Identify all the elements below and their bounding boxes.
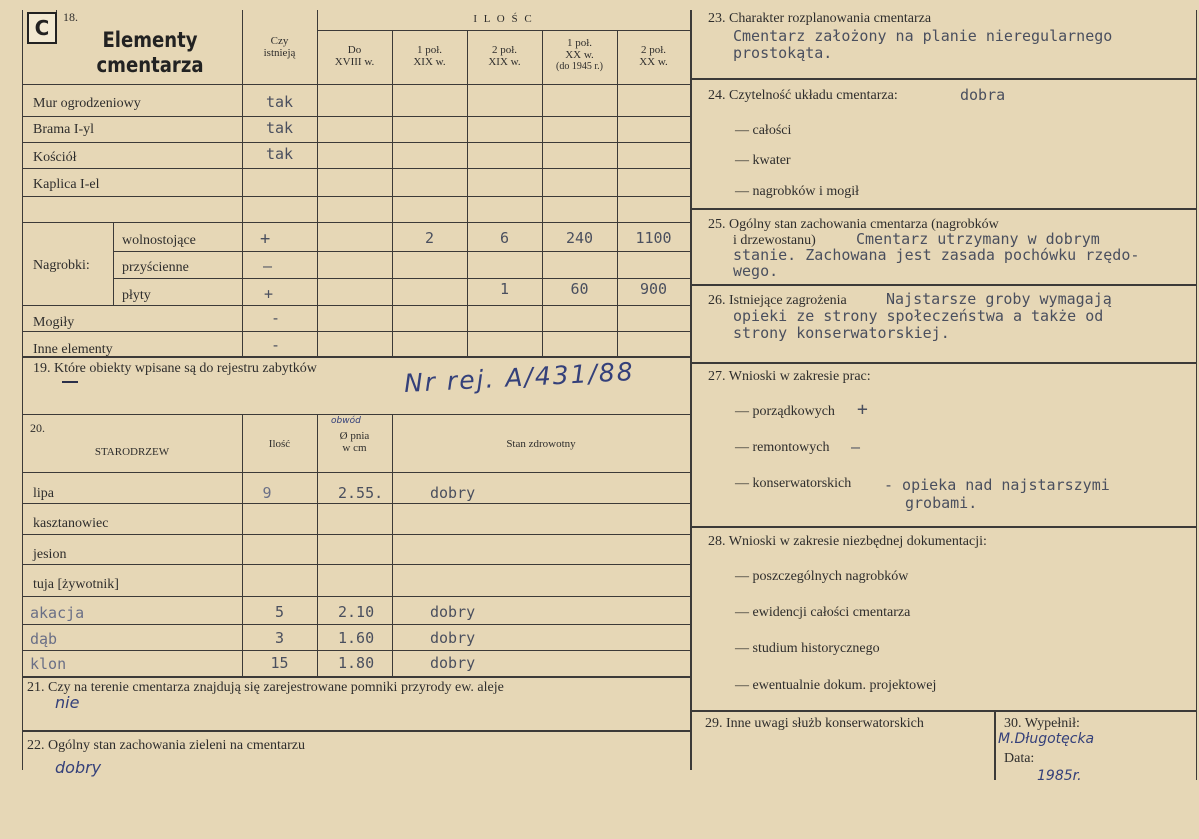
- q20-col-count: Ilość: [268, 438, 291, 450]
- q30-label: 30. Wypełnił:: [1004, 716, 1080, 731]
- grid-line: [392, 30, 393, 356]
- period-header-2: [392, 44, 467, 68]
- q26-answer-line3: strony konserwatorskiej.: [733, 324, 950, 342]
- grid-line: [690, 208, 1196, 210]
- grid-line: [22, 84, 690, 85]
- title-line-1: Elementy: [102, 28, 198, 52]
- wolno-p4: 240: [565, 229, 594, 247]
- period-text: 1 poł.: [566, 37, 593, 49]
- grid-line: [317, 30, 690, 31]
- q19-answer: Nr rej. A/431/88: [403, 356, 636, 398]
- tree-name: lipa: [33, 486, 54, 501]
- grid-line: [22, 503, 690, 504]
- q30-date-label: Data:: [1004, 751, 1035, 766]
- q27-konserwatorskich-answer2: grobami.: [905, 494, 978, 512]
- col-header-ilosc: I L O Ś C: [473, 13, 534, 25]
- q28-item-3: — studium historycznego: [735, 641, 880, 656]
- row-label-mur: Mur ogrodzeniowy: [33, 96, 141, 111]
- period-text: XIX w.: [413, 56, 446, 68]
- period-header-3: [467, 44, 542, 68]
- tree-name: klon: [30, 655, 67, 673]
- row-label-brama: Brama I-yl: [33, 122, 95, 137]
- row-label-przysc: przyścienne: [122, 260, 189, 275]
- q27-remontowych-mark: —: [851, 438, 861, 456]
- grid-line: [22, 196, 690, 197]
- q21-label: 21. Czy na terenie cmentarza znajdują się zarejestrowane pomniki przyrody ew. aleje: [27, 680, 504, 695]
- exists-mur: tak: [266, 93, 294, 111]
- row-label-inne: Inne elementy: [33, 342, 113, 357]
- grid-line: [22, 650, 690, 651]
- grid-line: [467, 30, 468, 356]
- period-text: 1 poł.: [416, 44, 443, 56]
- wolno-p3: 6: [499, 229, 510, 247]
- grid-line: [22, 730, 690, 732]
- tree-state: dobry: [430, 484, 476, 502]
- grid-line: [22, 676, 690, 678]
- grid-line: [22, 142, 690, 143]
- tree-name: akacja: [30, 604, 85, 622]
- plyty-p4: 60: [570, 280, 589, 298]
- section-letter: C: [34, 16, 50, 40]
- q24-item-kwater: — kwater: [735, 153, 791, 168]
- tree-state: dobry: [430, 629, 476, 647]
- grid-line: [22, 305, 690, 306]
- q20-col-girth: [317, 430, 392, 454]
- col-header-exists: [242, 35, 317, 59]
- q30-name: M.Długotęcka: [998, 731, 1095, 747]
- q28-item-2: — ewidencji całości cmentarza: [735, 605, 911, 620]
- q25-label-line2: i drzewostanu): [733, 233, 816, 248]
- plyty-p5: 900: [639, 280, 668, 298]
- grid-line: [22, 534, 690, 535]
- grid-line: [690, 526, 1196, 528]
- grid-line: [22, 356, 690, 358]
- wolno-p5: 1100: [635, 229, 672, 247]
- tree-name: jesion: [33, 547, 67, 562]
- tree-count: 5: [274, 603, 285, 621]
- exists-przysc: –: [263, 257, 273, 275]
- q20-col-girth-l1: Ø pnia: [339, 430, 370, 442]
- center-divider: [690, 10, 692, 770]
- grid-line: [994, 710, 996, 780]
- q24-label: 24. Czytelność układu cmentarza:: [708, 88, 898, 103]
- plyty-p3: 1: [499, 280, 510, 298]
- q27-konserwatorskich: — konserwatorskich: [735, 476, 852, 491]
- period-text: (do 1945 r.): [556, 61, 603, 72]
- grid-line: [22, 596, 690, 597]
- q27-porzadkowych: — porządkowych: [735, 404, 835, 419]
- q28-item-4: — ewentualnie dokum. projektowej: [735, 678, 937, 693]
- period-text: XIX w.: [488, 56, 521, 68]
- tree-name: dąb: [30, 630, 58, 648]
- q28-label: 28. Wnioski w zakresie niezbędnej dokumentacji:: [708, 534, 987, 549]
- section-letter-box: [27, 12, 57, 44]
- q24-answer: dobra: [960, 86, 1006, 104]
- exists-plyty: +: [264, 285, 274, 303]
- q22-label: 22. Ogólny stan zachowania zieleni na cmentarzu: [27, 738, 305, 753]
- q19-label: 19. Które obiekty wpisane są do rejestru zabytków: [33, 361, 317, 376]
- grid-line: [22, 222, 690, 223]
- nagrobki-label: Nagrobki:: [33, 258, 90, 273]
- grid-line: [22, 564, 690, 565]
- q20-col-girth-note: obwód: [331, 416, 361, 426]
- title-line-2: cmentarza: [96, 53, 204, 77]
- period-text: 2 poł.: [640, 44, 667, 56]
- grid-line: [22, 472, 690, 473]
- exists-mogily: -: [271, 309, 281, 327]
- period-text: XX w.: [565, 49, 594, 61]
- period-text: XVIII w.: [334, 56, 375, 68]
- grid-line: [22, 116, 690, 117]
- q20-title: STARODRZEW: [94, 446, 170, 458]
- q20-number: 20.: [30, 421, 45, 435]
- q26-answer-line2: opieki ze strony społeczeństwa a także od: [733, 307, 1104, 325]
- q22-answer: dobry: [55, 758, 102, 777]
- tree-girth: 2.10: [338, 603, 375, 621]
- field-number-18: 18.: [63, 10, 78, 24]
- q25-answer-line2: stanie. Zachowana jest zasada pochówku rzędo-: [733, 246, 1140, 264]
- period-header-1: [317, 44, 392, 68]
- q21-answer: nie: [55, 693, 80, 712]
- grid-line: [22, 414, 690, 415]
- q28-item-1: — poszczególnych nagrobków: [735, 569, 909, 584]
- q23-label: 23. Charakter rozplanowania cmentarza: [708, 11, 932, 26]
- grid-line: [690, 78, 1196, 80]
- tree-girth: 2.55.: [338, 484, 384, 502]
- exists-kosciol: tak: [266, 145, 294, 163]
- exists-brama: tak: [266, 119, 294, 137]
- tree-girth: 1.60: [338, 629, 375, 647]
- q20-col-health: Stan zdrowotny: [506, 438, 576, 450]
- exists-wolno: +: [260, 229, 271, 249]
- grid-line: [22, 331, 690, 332]
- tree-count: 9: [262, 484, 272, 502]
- q27-konserwatorskich-answer1: - opieka nad najstarszymi: [884, 476, 1110, 494]
- grid-line: [22, 624, 690, 625]
- row-label-wolno: wolnostojące: [122, 233, 196, 248]
- grid-line: [617, 30, 618, 356]
- wolno-p2: 2: [424, 229, 435, 247]
- q25-answer-line1: Cmentarz utrzymany w dobrym: [856, 230, 1100, 248]
- q20-col-girth-l2: w cm: [342, 442, 367, 454]
- q24-item-calosci: — całości: [735, 123, 792, 138]
- tree-name: tuja [żywotnik]: [33, 577, 119, 592]
- period-header-5: [617, 44, 690, 68]
- col-header-exists-l1: Czy: [270, 35, 289, 47]
- grid-line: [690, 710, 1196, 712]
- q23-answer-line1: Cmentarz założony na planie nieregularnego: [733, 27, 1113, 45]
- grid-line: [542, 30, 543, 356]
- row-label-mogily: Mogiły: [33, 315, 75, 330]
- grid-line: [113, 222, 114, 305]
- elements-title: [58, 28, 242, 78]
- left-border: [22, 10, 23, 770]
- grid-line: [113, 251, 690, 252]
- tree-name: kasztanowiec: [33, 516, 109, 531]
- period-text: Do: [347, 44, 362, 56]
- tree-girth: 1.80: [338, 654, 375, 672]
- q23-answer-line2: prostokąta.: [733, 44, 833, 62]
- q19-mark: [62, 381, 78, 383]
- q27-label: 27. Wnioski w zakresie prac:: [708, 369, 871, 384]
- q27-remontowych: — remontowych: [735, 440, 830, 455]
- period-text: XX w.: [639, 56, 668, 68]
- q25-label-line1: 25. Ogólny stan zachowania cmentarza (nagrobków: [708, 217, 999, 232]
- right-border: [1196, 10, 1197, 780]
- period-header-4: [542, 37, 617, 73]
- q30-date: 1985r.: [1037, 768, 1082, 784]
- row-label-kosciol: Kościół: [33, 150, 77, 165]
- grid-line: [690, 362, 1196, 364]
- grid-line: [690, 284, 1196, 286]
- tree-state: dobry: [430, 603, 476, 621]
- tree-count: 15: [270, 654, 289, 672]
- grid-line: [392, 414, 393, 676]
- q29-label: 29. Inne uwagi służb konserwatorskich: [705, 716, 924, 731]
- grid-line: [22, 168, 690, 169]
- col-header-exists-l2: istnieją: [263, 47, 296, 59]
- row-label-kaplica: Kaplica I-el: [33, 177, 100, 192]
- q26-answer-line1: Najstarsze groby wymagają: [886, 290, 1112, 308]
- period-text: 2 poł.: [491, 44, 518, 56]
- grid-line: [113, 278, 690, 279]
- tree-count: 3: [274, 629, 285, 647]
- tree-state: dobry: [430, 654, 476, 672]
- row-label-plyty: płyty: [122, 288, 151, 303]
- q24-item-nagrobkow: — nagrobków i mogił: [735, 184, 860, 199]
- q26-label: 26. Istniejące zagrożenia: [708, 293, 847, 308]
- q27-porzadkowych-mark: +: [857, 399, 868, 420]
- q25-answer-line3: wego.: [733, 262, 779, 280]
- exists-inne: -: [271, 336, 281, 354]
